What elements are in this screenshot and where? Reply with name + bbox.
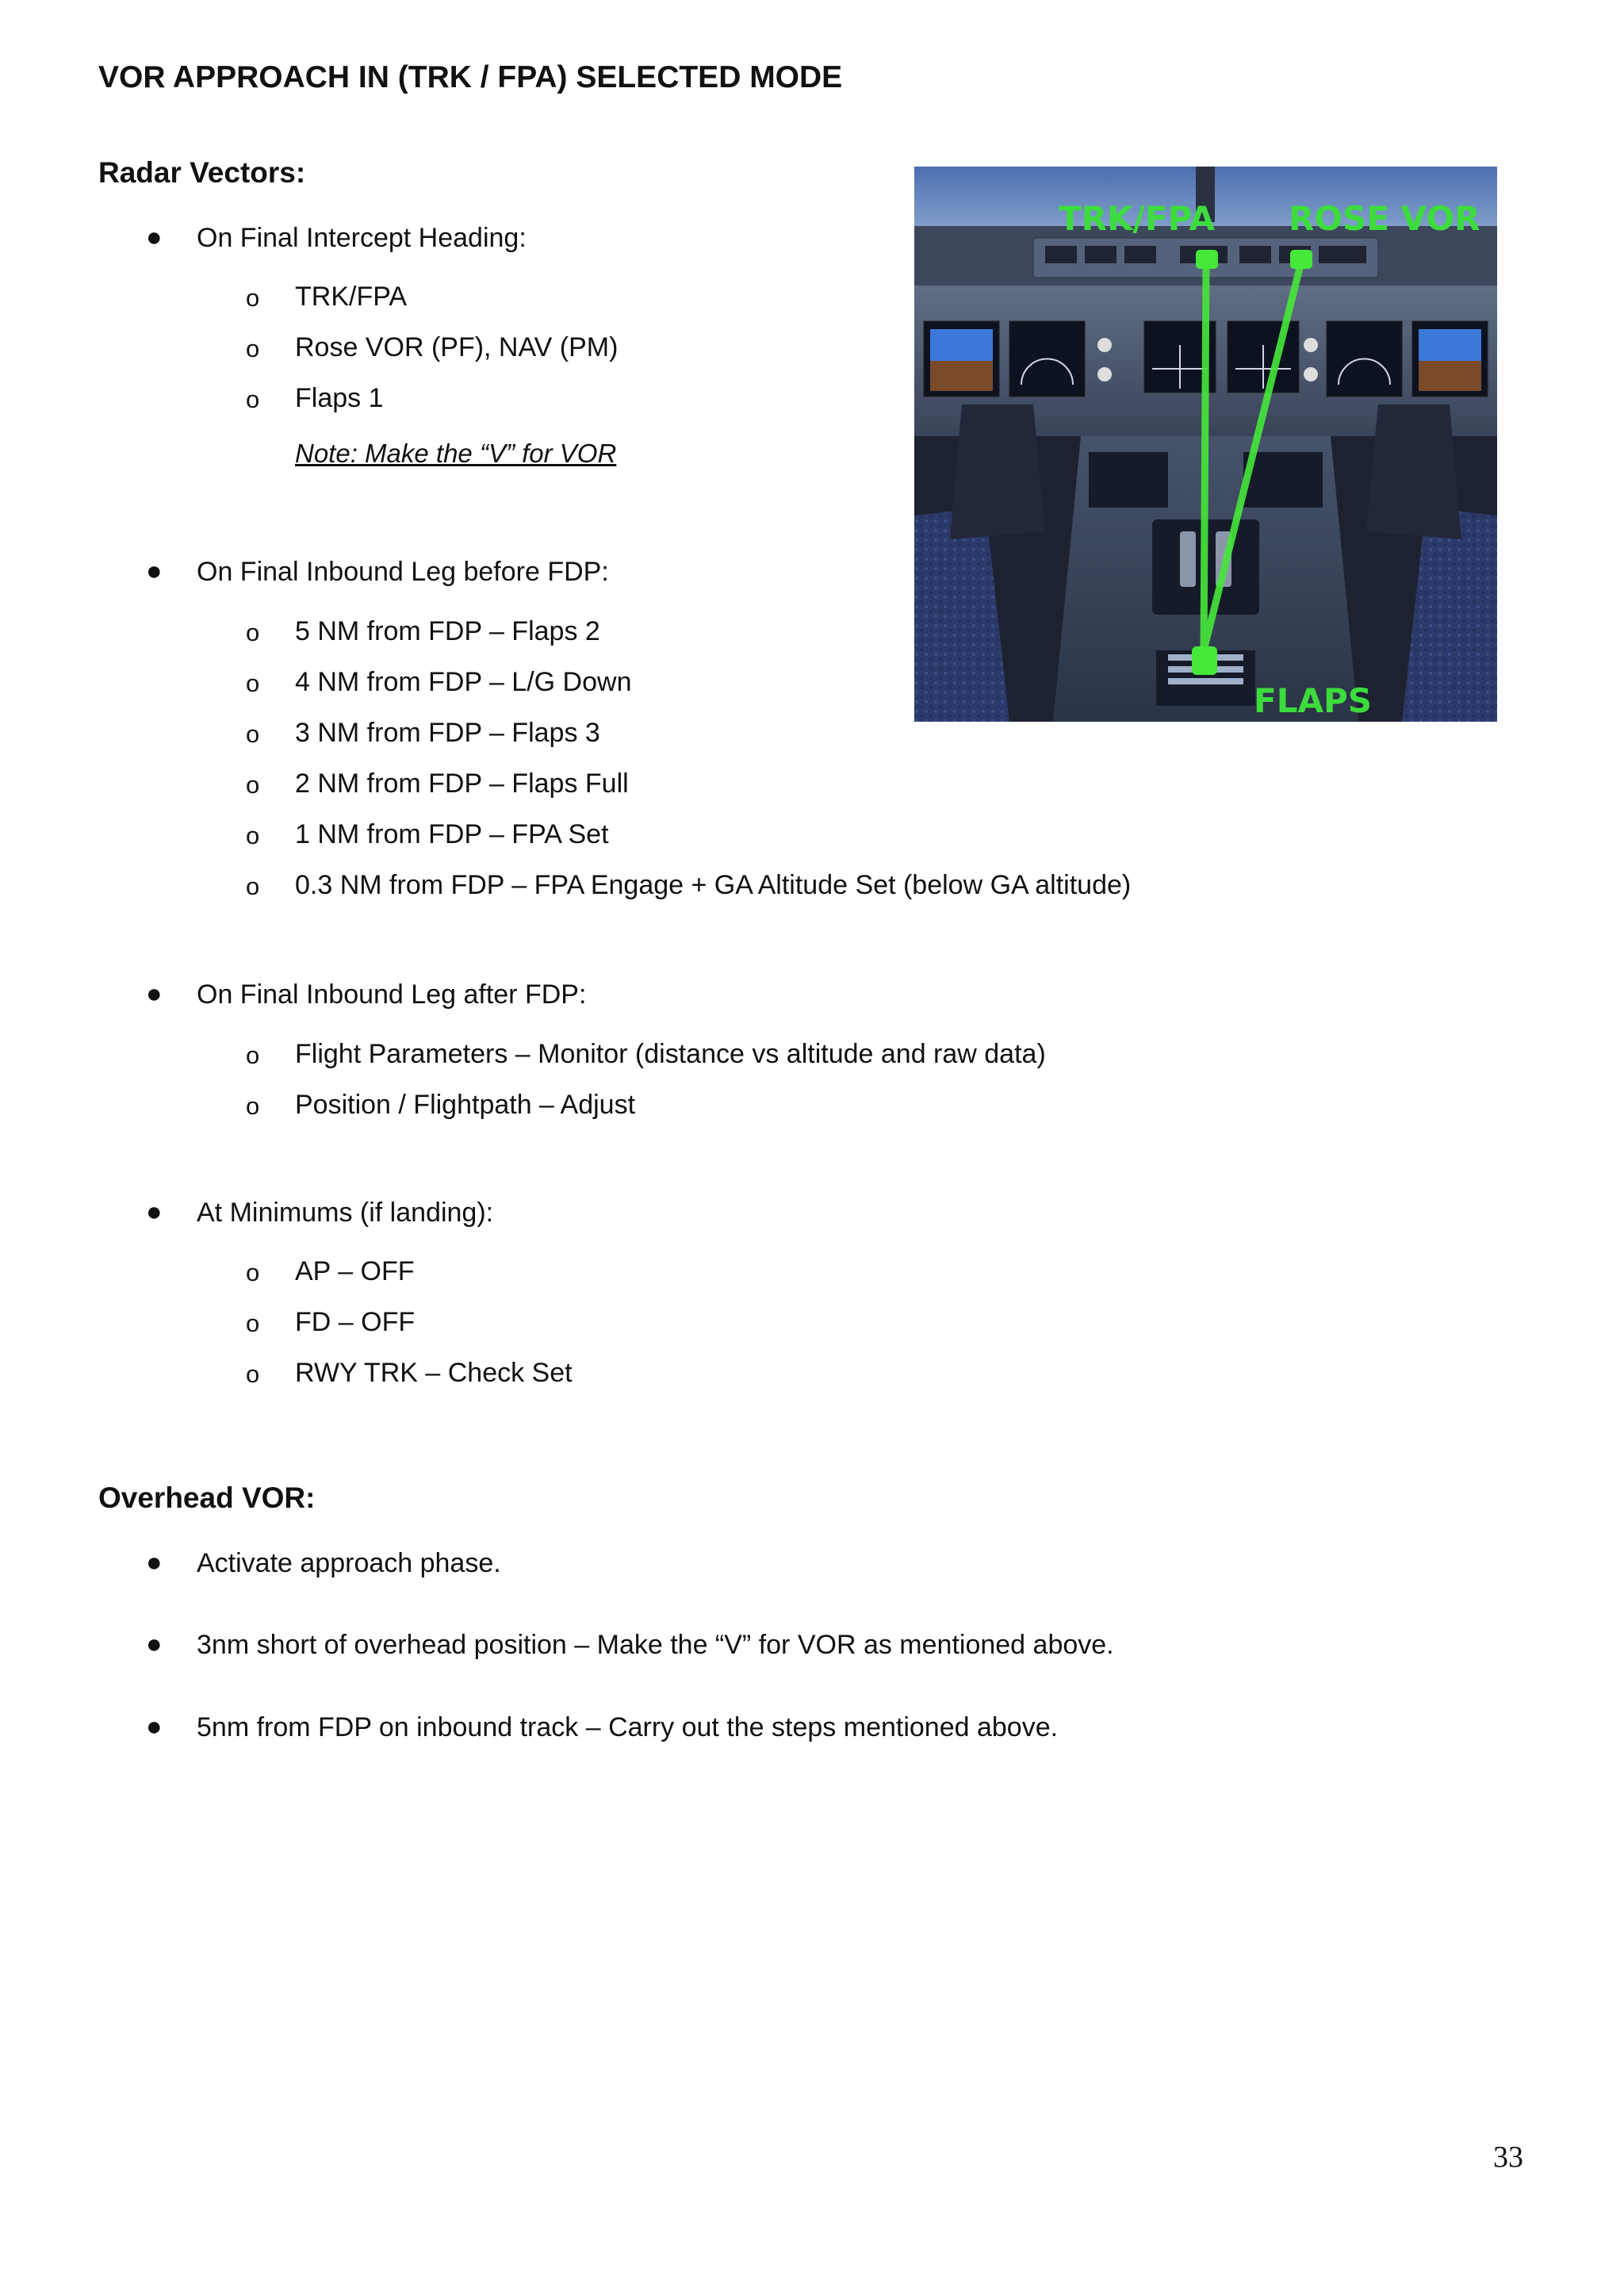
page-title: VOR APPROACH IN (TRK / FPA) SELECTED MODE — [98, 60, 843, 94]
group-minimums-label: At Minimums (if landing): — [197, 1198, 494, 1228]
rose-vor-label: ROSE VOR — [1289, 199, 1480, 238]
overhead-vor-heading: Overhead VOR: — [98, 1481, 316, 1514]
list-item: Rose VOR (PF), NAV (PM) — [295, 332, 619, 362]
sub-bullet-icon: o — [246, 1309, 260, 1337]
sub-bullet-icon: o — [246, 1092, 260, 1120]
bullet-icon: ● — [146, 222, 163, 252]
sub-bullet-icon: o — [246, 771, 260, 799]
list-item: AP – OFF — [295, 1256, 415, 1286]
flaps-label: FLAPS — [1254, 681, 1372, 720]
list-item: 3 NM from FDP – Flaps 3 — [295, 718, 600, 748]
cockpit-image — [914, 167, 1497, 722]
list-item: 1 NM from FDP – FPA Set — [295, 819, 609, 849]
list-item: 0.3 NM from FDP – FPA Engage + GA Altitude Set (below GA altitude) — [295, 870, 1132, 900]
group-intercept-label: On Final Intercept Heading: — [197, 223, 527, 253]
sub-bullet-icon: o — [246, 1360, 260, 1388]
sub-bullet-icon: o — [246, 1259, 260, 1286]
bullet-icon: ● — [146, 1629, 163, 1659]
group-before-fdp-label: On Final Inbound Leg before FDP: — [197, 557, 609, 587]
list-item: 5 NM from FDP – Flaps 2 — [295, 616, 600, 646]
bullet-icon: ● — [146, 979, 163, 1009]
bullet-icon: ● — [146, 1547, 163, 1577]
list-item: 5nm from FDP on inbound track – Carry out the steps mentioned above. — [197, 1712, 1059, 1742]
sub-bullet-icon: o — [246, 385, 260, 413]
sub-bullet-icon: o — [246, 335, 260, 362]
bullet-icon: ● — [146, 1197, 163, 1227]
sub-bullet-icon: o — [246, 669, 260, 697]
page-number: 33 — [1493, 2141, 1523, 2174]
sub-bullet-icon: o — [246, 822, 260, 849]
list-item: TRK/FPA — [295, 282, 408, 312]
list-item: Flaps 1 — [295, 383, 384, 413]
sub-bullet-icon: o — [246, 1041, 260, 1069]
list-item: Activate approach phase. — [197, 1548, 501, 1578]
list-item: 3nm short of overhead position – Make the “V” for VOR as mentioned above. — [197, 1630, 1114, 1660]
sub-bullet-icon: o — [246, 619, 260, 646]
list-item: Flight Parameters – Monitor (distance vs altitude and raw data) — [295, 1039, 1046, 1069]
sub-bullet-icon: o — [246, 720, 260, 748]
list-item: FD – OFF — [295, 1307, 416, 1337]
group-after-fdp-label: On Final Inbound Leg after FDP: — [197, 979, 587, 1010]
list-item: 2 NM from FDP – Flaps Full — [295, 769, 629, 799]
trk-fpa-label: TRK/FPA — [1059, 199, 1215, 238]
list-item: 4 NM from FDP – L/G Down — [295, 667, 632, 697]
list-item: Position / Flightpath – Adjust — [295, 1090, 636, 1120]
bullet-icon: ● — [146, 556, 163, 586]
sub-bullet-icon: o — [246, 872, 260, 900]
sub-bullet-icon: o — [246, 284, 260, 312]
list-item: RWY TRK – Check Set — [295, 1358, 573, 1388]
note-text: Note: Make the “V” for VOR — [295, 439, 617, 468]
radar-vectors-heading: Radar Vectors: — [98, 156, 306, 189]
bullet-icon: ● — [146, 1711, 163, 1742]
